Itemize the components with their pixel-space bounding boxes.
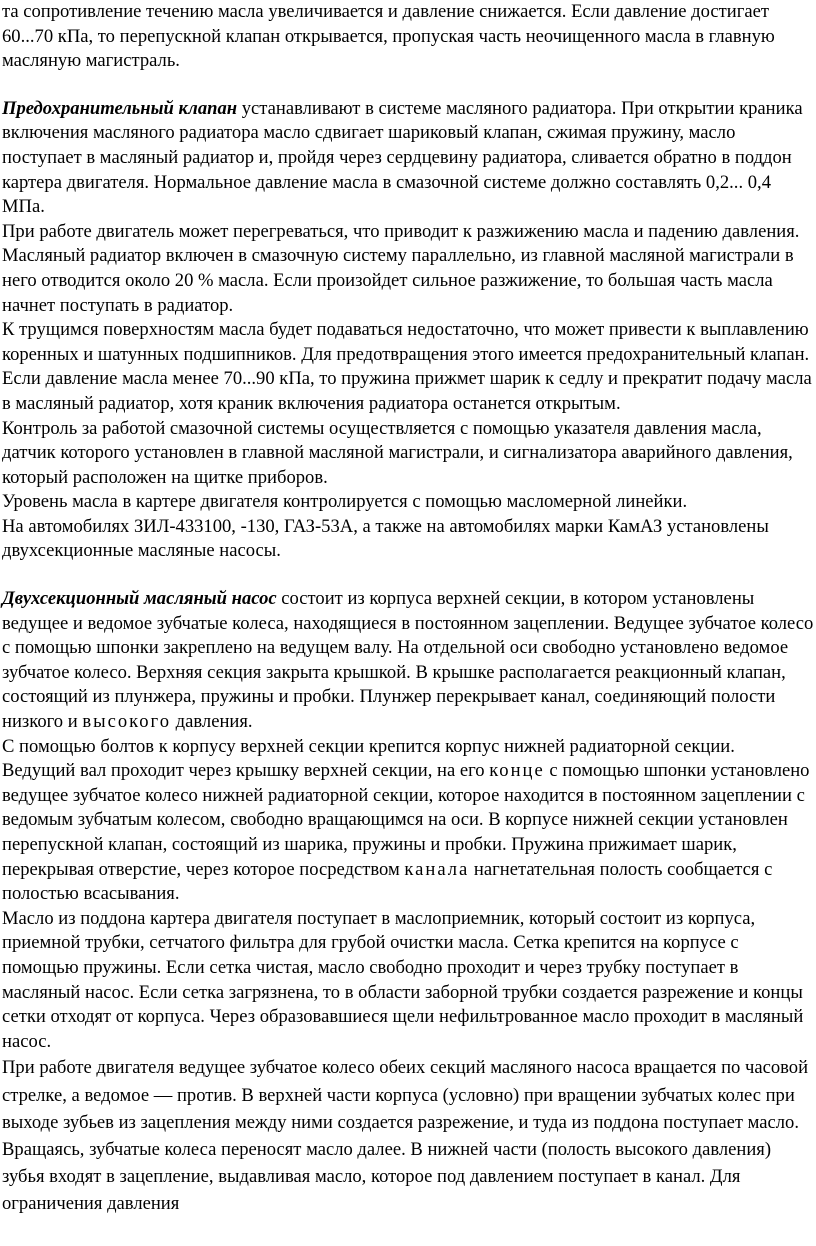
paragraph-two-section-pump (2, 587, 814, 735)
paragraph-safety-valve-text: устанавливают в системе масляного радиатора. При открытии краника включения масляного радиатора масло сдвигает шариковый клапан, сжимая пружину, масло поступает в масляный радиатор и, пройдя через сердцевину радиатора, сливается обратно в поддон картера двигателя. Нормальное давление масла в смазочной системе должно составлять 0,2... 0,4 МПа. (2, 97, 803, 218)
spaced-word-end: конце (489, 760, 545, 782)
paragraph-drive-shaft (2, 759, 814, 907)
paragraph-gap (2, 74, 814, 97)
paragraph-insufficient-oil: К трущимся поверхностям масла будет подаваться недостаточно, что может привести к выплавлению коренных и шатунных подшипников. Для предотвращения этого имеется предохранительный клапан. Если давление масла менее 70...90 кПа, то пружина прижмет шарик к седлу и прекратит подачу масла в масляный радиатор, хотя краник включения радиатора останется открытым. (2, 319, 812, 414)
paragraph-pump-text-1: состоит из корпуса верхней секции, в котором установлены ведущее и ведомое зубчатые колеса, находящиеся в постоянном зацеплении. Ведущее зубчатое колесо с помощью шпонки закреплено на ведущем валу. На отдельной оси свободно установлено ведомое зубчатое колесо. Верхняя секция закрыта крышкой. В крышке располагается реакционный клапан, состоящий из плунжера, пружины и пробки. Плунжер перекрывает канал, соединяющий полости низкого и (2, 588, 814, 733)
paragraph-overheating: При работе двигатель может перегреваться, что приводит к разжижению масла и падению давления. Масляный радиатор включен в смазочную систему параллельно, из главной масляной магистрали в него отводится около 20 % масла. Если произойдет сильное разжижение, то большая часть масла начнет поступать в радиатор. (2, 220, 800, 316)
paragraph-shaft-text-1: Ведущий вал проходит через крышку верхней секции, на его (2, 760, 490, 782)
paragraph-control: Контроль за работой смазочной системы осуществляется с помощью указателя давления масла, датчик которого установлен в главной масляной магистрали, и сигнализатора аварийного давления, который расположен на щитке приборов. (2, 417, 793, 488)
paragraph-oil-level: Уровень масла в картере двигателя контролируется с помощью масломерной линейки. (2, 491, 688, 513)
paragraph-vehicles: На автомобилях ЗИЛ-433100, -130, ГАЗ-53А, а также на автомобилях марки КамАЗ установлены двухсекционные масляные насосы. (2, 515, 769, 562)
paragraph-pump-operation: При работе двигателя ведущее зубчатое колесо обеих секций масляного насоса вращается по часовой стрелке, а ведомое — против. В верхней части корпуса (условно) при вращении зубчатых колес при выходе зубьев из зацепления между ними создается разрежение, и туда из поддона поступает масло. Вращаясь, зубчатые колеса переносят масло далее. В нижней части (полость высокого давления) зубья входят в зацепление, выдавливая масло, которое под давлением поступает в канал. Для ограничения давления (2, 1057, 809, 1215)
paragraph-gap (2, 564, 814, 587)
spaced-word-channel: канала (404, 858, 470, 880)
spaced-word-high: высокого (82, 711, 172, 733)
paragraph-shaft-text-3: нагнетательная полость сообщается с полостью всасывания. (2, 858, 773, 905)
paragraph-bypass-valve-end: та сопротивление течению масла увеличивается и давление снижается. Если давление достигает 60...70 кПа, то перепускной клапан открывается, пропуская часть неочищенного масла в главную масляную магистраль. (2, 1, 775, 72)
paragraph-shaft-text-2: с помощью шпонки установлено ведущее зубчатое колесо нижней радиаторной секции, которое находится в постоянном зацеплении с ведомым зубчатым колесом, свободно вращающимся на оси. В корпусе нижней секции установлен перепускной клапан, состоящий из шарика, пружины и пробки. Пружина прижимает шарик, перекрывая отверстие, через которое посредством (2, 760, 810, 880)
paragraph-bolts: С помощью болтов к корпусу верхней секции крепится корпус нижней радиаторной секции. (2, 735, 735, 757)
term-two-section-pump: Двухсекционный масляный насос (2, 588, 277, 610)
paragraph-safety-valve (2, 97, 814, 220)
paragraph-pump-text-2: давления. (171, 711, 253, 733)
paragraph-oil-intake: Масло из поддона картера двигателя поступает в маслоприемник, который состоит из корпуса, приемной трубки, сетчатого фильтра для грубой очистки масла. Сетка крепится на корпусе с помощью пружины. Если сетка чистая, масло свободно проходит и через трубку поступает в масляный насос. Если сетка загрязнена, то в области заборной трубки создается разрежение и концы сетки отходят от корпуса. Через образовавшиеся щели нефильтрованное масло проходит в масляный насос. (2, 907, 804, 1052)
term-safety-valve: Предохранительный клапан (2, 97, 238, 119)
